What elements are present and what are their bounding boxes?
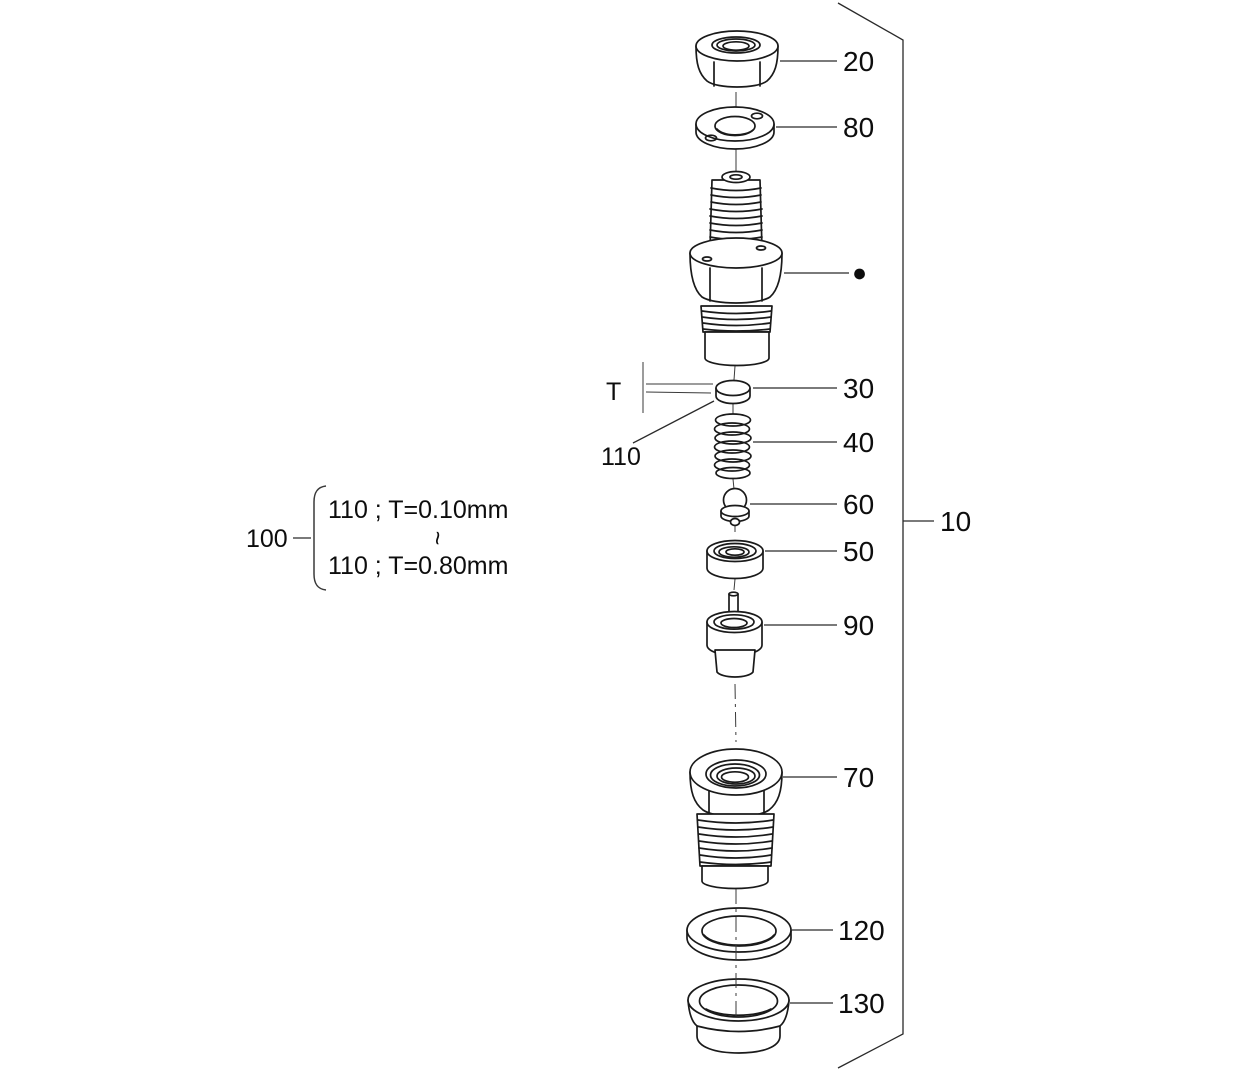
shim-label: 30 <box>843 373 875 404</box>
gasket-label: 120 <box>838 915 885 946</box>
washer-80-drawing <box>696 107 774 149</box>
shim-note-group-label: 100 <box>246 525 288 553</box>
callout-20 <box>780 46 874 77</box>
centerline-nozzle-nut <box>735 684 736 742</box>
callout-130 <box>790 988 885 1019</box>
washer-label: 80 <box>843 112 875 143</box>
nozzle-needle-tip <box>729 592 738 596</box>
shim-note-100 <box>246 486 508 590</box>
shim-note-range-separator: ~ <box>422 530 451 546</box>
shim-note-bracket <box>314 486 326 590</box>
body-hex-top-face <box>690 238 782 268</box>
pressure-pin-60-drawing <box>721 489 749 526</box>
shim-ref-leader <box>633 401 714 443</box>
callout-body-dot <box>784 259 867 287</box>
pressure-pin-label: 60 <box>843 489 875 520</box>
body-tip <box>705 332 769 366</box>
nozzle-90-drawing <box>707 592 762 677</box>
spring-label: 40 <box>843 427 875 458</box>
retaining-nut-70-drawing <box>690 749 782 889</box>
shim-note-range-end: 110 ; T=0.80mm <box>328 552 509 580</box>
callout-70 <box>783 762 874 793</box>
callout-120 <box>792 915 885 946</box>
cap-nut-label: 20 <box>843 46 875 77</box>
dimension-line-bottom <box>646 392 711 393</box>
callout-30 <box>753 373 874 404</box>
nozzle-label: 90 <box>843 610 875 641</box>
callout-80 <box>776 112 874 143</box>
injector-body-drawing <box>690 172 782 366</box>
thickness-dimension <box>601 362 714 471</box>
centerline-spring-pin <box>733 479 734 489</box>
callout-90 <box>764 610 874 641</box>
heat-shield-130-drawing <box>688 979 789 1053</box>
callout-40 <box>753 427 874 458</box>
gasket-120-drawing <box>687 908 791 960</box>
spacer-50-drawing <box>707 541 763 579</box>
pin-nub <box>731 519 740 526</box>
callout-50 <box>765 536 874 567</box>
cap-nut-top-face <box>696 31 778 61</box>
shim-ref-label: 110 <box>601 443 641 471</box>
heat-shield-label: 130 <box>838 988 885 1019</box>
spring-40-drawing <box>715 414 752 479</box>
shim-top-face <box>716 381 750 396</box>
centerline-body-shim <box>734 366 735 380</box>
assembly-label: 10 <box>940 506 972 537</box>
retaining-nut-tip <box>702 866 768 889</box>
body-stem-cap <box>722 172 750 183</box>
thickness-symbol-label: T <box>606 378 622 406</box>
body-dot-marker: ● <box>852 259 868 287</box>
callout-60 <box>750 489 874 520</box>
shim-note-range-start: 110 ; T=0.10mm <box>328 496 509 524</box>
centerline-spacer-nozzle <box>734 579 735 590</box>
shim-30-drawing <box>716 381 750 404</box>
retaining-nut-label: 70 <box>843 762 875 793</box>
nozzle-lower-body <box>715 650 755 677</box>
spacer-label: 50 <box>843 536 875 567</box>
pin-flange <box>721 506 749 517</box>
cap-nut-20-drawing <box>696 31 778 87</box>
